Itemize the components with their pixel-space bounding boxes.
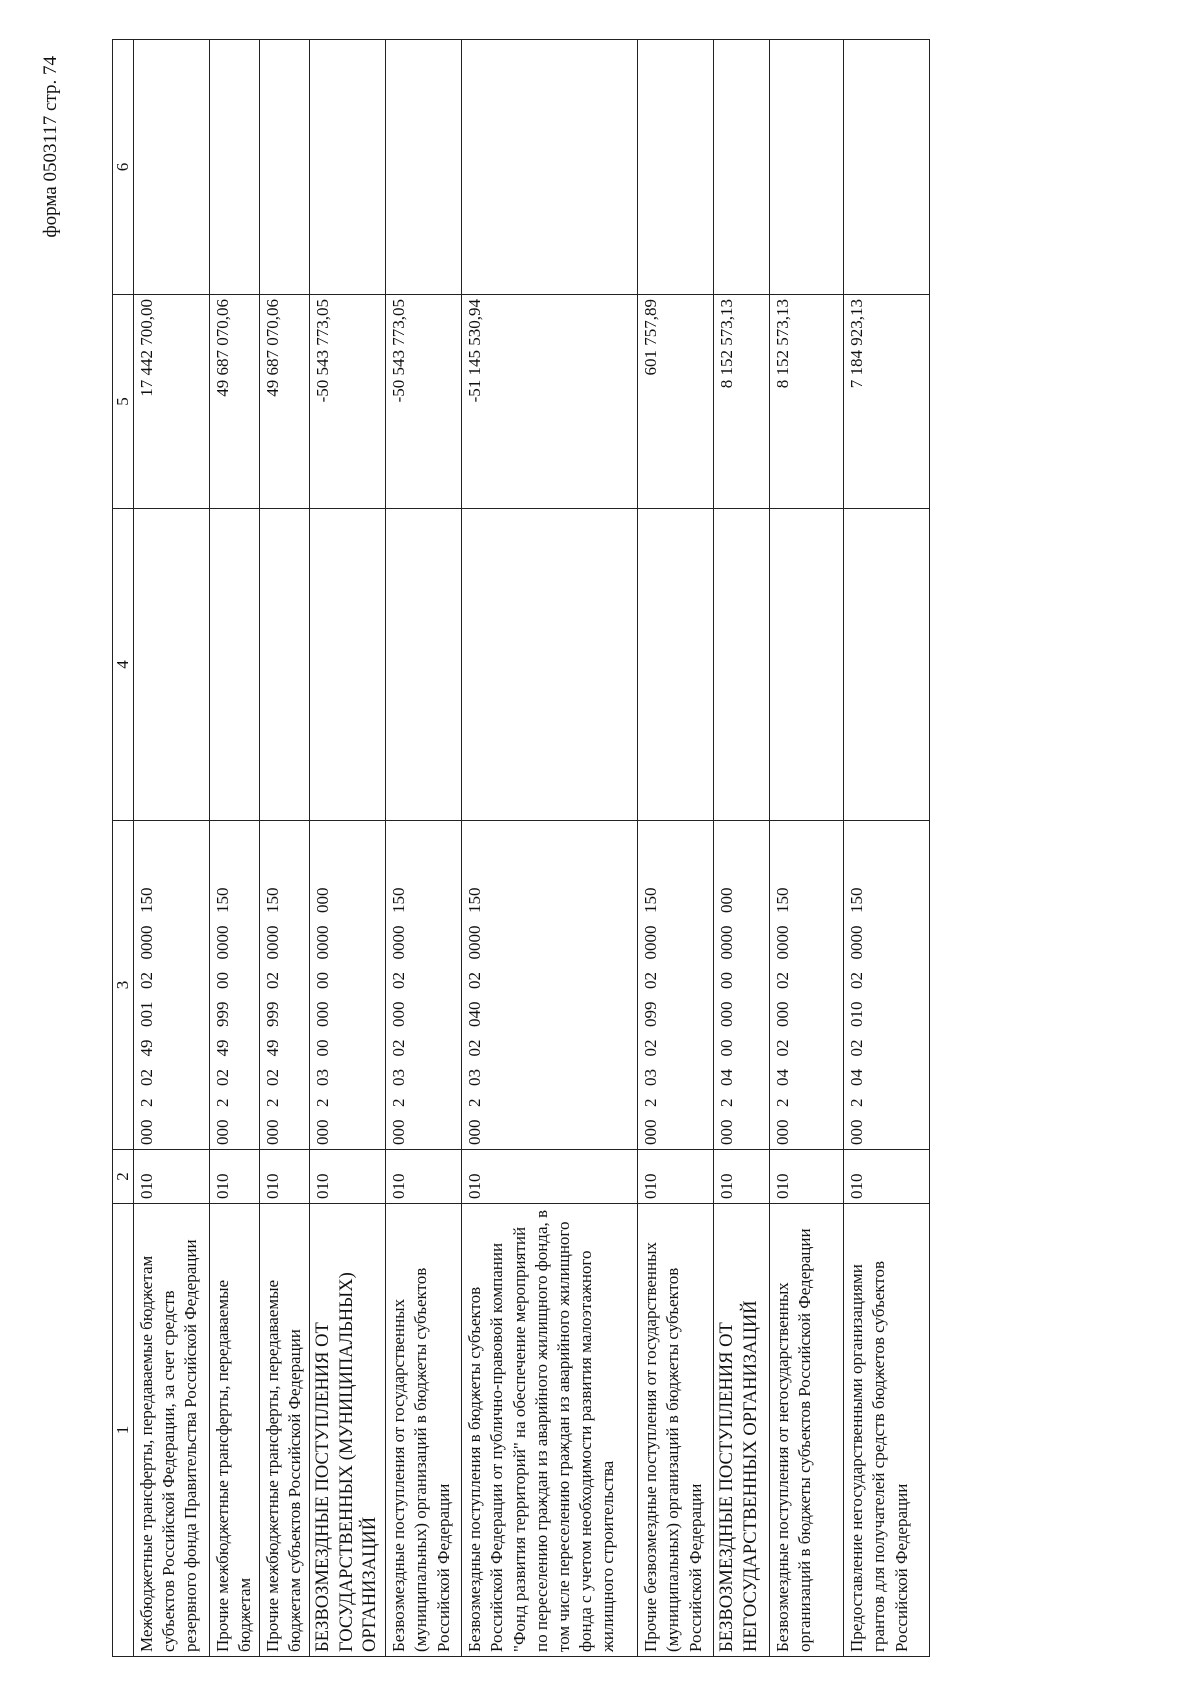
row-approved [210,509,260,821]
row-unexecuted [210,40,260,295]
row-executed: 7 184 923,13 [844,295,930,509]
row-approved [638,509,714,821]
table-row [714,40,770,1657]
row-unexecuted [462,40,638,295]
row-line-code: 010 [770,1150,844,1204]
row-unexecuted [770,40,844,295]
row-approved [134,509,210,821]
table-row [134,40,210,1657]
row-line-code: 010 [386,1150,462,1204]
table-row [210,40,260,1657]
row-approved [714,509,770,821]
table-header [113,40,134,1657]
table-row [462,40,638,1657]
column-header-1: 1 [113,1204,134,1657]
row-budget-code: 000 2 04 02 010 02 0000 150 [844,821,930,1150]
row-unexecuted [844,40,930,295]
row-unexecuted [638,40,714,295]
row-approved [462,509,638,821]
table-row [310,40,386,1657]
row-budget-code: 000 2 02 49 999 02 0000 150 [260,821,310,1150]
row-line-code: 010 [310,1150,386,1204]
row-line-code: 010 [210,1150,260,1204]
row-name: Прочие межбюджетные трансферты, передаваемые бюджетам субъектов Российской Федерации [260,1204,310,1657]
table-body [134,40,930,1657]
row-budget-code: 000 2 04 02 000 02 0000 150 [770,821,844,1150]
row-name: Прочие межбюджетные трансферты, передаваемые бюджетам [210,1204,260,1657]
row-name: Межбюджетные трансферты, передаваемые бюджетам субъектов Российской Федерации, за счет средств резервного фонда Правительства Российской Федерации [134,1204,210,1657]
row-name: Предоставление негосударственными организациями грантов для получателей средств бюджетов субъектов Российской Федерации [844,1204,930,1657]
row-executed: -51 145 530,94 [462,295,638,509]
row-unexecuted [310,40,386,295]
row-executed: 49 687 070,06 [210,295,260,509]
report-table [112,39,930,1657]
row-approved [310,509,386,821]
row-executed: 8 152 573,13 [770,295,844,509]
row-approved [844,509,930,821]
column-header-3: 3 [113,821,134,1150]
form-label: форма 0503117 стр. 74 [40,56,61,238]
row-unexecuted [386,40,462,295]
row-budget-code: 000 2 04 00 000 00 0000 000 [714,821,770,1150]
row-name: БЕЗВОЗМЕЗДНЫЕ ПОСТУПЛЕНИЯ ОТ НЕГОСУДАРСТВЕННЫХ ОРГАНИЗАЦИЙ [714,1204,770,1657]
row-approved [770,509,844,821]
row-executed: -50 543 773,05 [310,295,386,509]
row-executed: 8 152 573,13 [714,295,770,509]
column-header-5: 5 [113,295,134,509]
table-row [770,40,844,1657]
row-line-code: 010 [462,1150,638,1204]
column-header-4: 4 [113,509,134,821]
row-name: Безвозмездные поступления в бюджеты субъектов Российской Федерации от публично-правовой компании "Фонд развития территорий" на обеспечение мероприятий по переселению граждан из аварийного жилищного фонда, в том числе переселению граждан из аварийного жилищного фонда с учетом необходимости развития малоэтажного жилищного строительства [462,1204,638,1657]
row-executed: 601 757,89 [638,295,714,509]
row-name: Безвозмездные поступления от негосударственных организаций в бюджеты субъектов Российской Федерации [770,1204,844,1657]
row-budget-code: 000 2 03 00 000 00 0000 000 [310,821,386,1150]
row-line-code: 010 [260,1150,310,1204]
row-unexecuted [714,40,770,295]
row-budget-code: 000 2 02 49 001 02 0000 150 [134,821,210,1150]
row-executed: -50 543 773,05 [386,295,462,509]
row-budget-code: 000 2 02 49 999 00 0000 150 [210,821,260,1150]
row-name: Безвозмездные поступления от государственных (муниципальных) организаций в бюджеты субъектов Российской Федерации [386,1204,462,1657]
row-unexecuted [260,40,310,295]
row-line-code: 010 [638,1150,714,1204]
row-line-code: 010 [844,1150,930,1204]
row-line-code: 010 [134,1150,210,1204]
row-unexecuted [134,40,210,295]
row-name: БЕЗВОЗМЕЗДНЫЕ ПОСТУПЛЕНИЯ ОТ ГОСУДАРСТВЕННЫХ (МУНИЦИПАЛЬНЫХ) ОРГАНИЗАЦИЙ [310,1204,386,1657]
column-header-6: 6 [113,40,134,295]
row-executed: 49 687 070,06 [260,295,310,509]
row-name: Прочие безвозмездные поступления от государственных (муниципальных) организаций в бюджеты субъектов Российской Федерации [638,1204,714,1657]
row-budget-code: 000 2 03 02 099 02 0000 150 [638,821,714,1150]
table-row [260,40,310,1657]
row-budget-code: 000 2 03 02 000 02 0000 150 [386,821,462,1150]
table-row [386,40,462,1657]
row-executed: 17 442 700,00 [134,295,210,509]
row-line-code: 010 [714,1150,770,1204]
row-approved [386,509,462,821]
row-approved [260,509,310,821]
column-header-2: 2 [113,1150,134,1204]
row-budget-code: 000 2 03 02 040 02 0000 150 [462,821,638,1150]
table-row [844,40,930,1657]
table-row [638,40,714,1657]
